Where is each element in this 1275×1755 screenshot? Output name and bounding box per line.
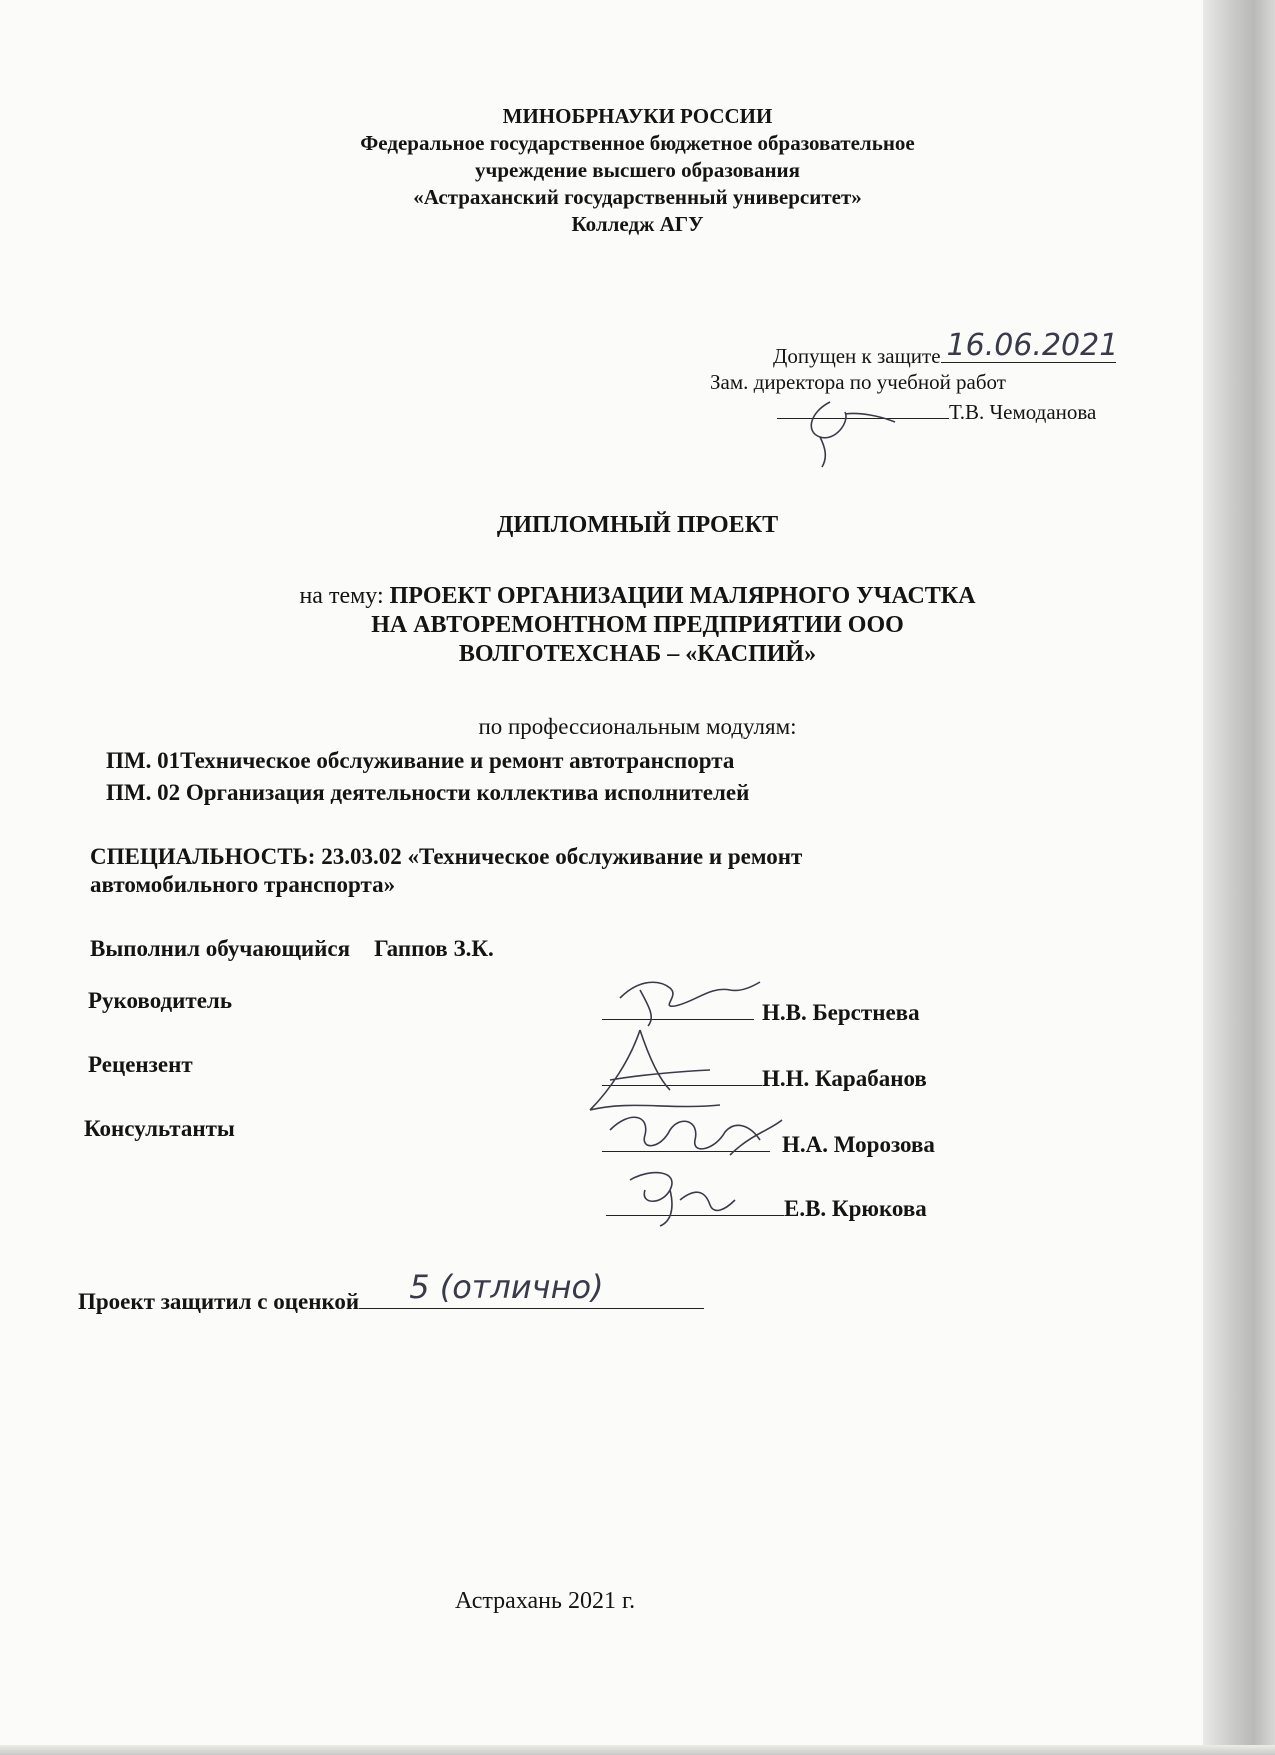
consultants-label: Консультанты bbox=[84, 1116, 235, 1141]
topic-line-1 bbox=[0, 583, 1275, 610]
grade-line bbox=[359, 1268, 704, 1309]
deputy-name: Т.В. Чемоданова bbox=[949, 400, 1097, 424]
performer-label: Выполнил обучающийся bbox=[90, 936, 351, 961]
reviewer-name: Н.Н. Карабанов bbox=[762, 1066, 927, 1091]
specialty-line-1: СПЕЦИАЛЬНОСТЬ: 23.03.02 «Техническое обслуживание и ремонт bbox=[90, 844, 803, 869]
module-pm01: ПМ. 01Техническое обслуживание и ремонт автотранспорта bbox=[106, 748, 735, 773]
scan-edge-shadow bbox=[1203, 0, 1275, 1755]
topic-line-2: НА АВТОРЕМОНТНОМ ПРЕДПРИЯТИИ ООО bbox=[371, 612, 904, 638]
institution-line-1: Федеральное государственное бюджетное образовательное bbox=[360, 131, 915, 155]
university-name: «Астраханский государственный университет» bbox=[413, 185, 862, 209]
admitted-date-line bbox=[941, 328, 1119, 363]
performer-name: Гаппов З.К. bbox=[374, 936, 494, 961]
supervisor-signature bbox=[600, 968, 770, 1028]
admitted-to-defense bbox=[773, 328, 1119, 369]
admitted-date-handwritten: 16.06.2021 bbox=[946, 328, 1119, 363]
topic-prefix: на тему: bbox=[299, 583, 390, 609]
consultant-2-name: Е.В. Крюкова bbox=[784, 1196, 927, 1221]
reviewer-label: Рецензент bbox=[88, 1052, 193, 1077]
city-year: Астрахань 2021 г. bbox=[455, 1588, 636, 1614]
grade-handwritten: 5 (отлично) bbox=[409, 1268, 604, 1306]
deputy-signature bbox=[790, 392, 910, 472]
specialty-line-2: автомобильного транспорта» bbox=[90, 872, 396, 897]
topic-title-1: ПРОЕКТ ОРГАНИЗАЦИИ МАЛЯРНОГО УЧАСТКА bbox=[389, 583, 976, 609]
consultant-2-signature bbox=[610, 1160, 740, 1230]
module-pm02: ПМ. 02 Организация деятельности коллектива исполнителей bbox=[106, 780, 750, 805]
topic-line-3: ВОЛГОТЕХСНАБ – «КАСПИЙ» bbox=[458, 641, 817, 667]
modules-label: по профессиональным модулям: bbox=[478, 714, 797, 739]
document-type: ДИПЛОМНЫЙ ПРОЕКТ bbox=[496, 512, 779, 538]
supervisor-name: Н.В. Берстнева bbox=[762, 1000, 920, 1025]
ministry-name: МИНОБРНАУКИ РОССИИ bbox=[502, 104, 773, 128]
grade-row bbox=[78, 1268, 704, 1315]
grade-label: Проект защитил с оценкой bbox=[78, 1289, 360, 1314]
institution-line-2: учреждение высшего образования bbox=[474, 158, 801, 182]
admitted-label: Допущен к защите bbox=[773, 344, 941, 368]
scan-bottom-edge bbox=[0, 1745, 1275, 1755]
performer-row bbox=[90, 936, 494, 962]
college-name: Колледж АГУ bbox=[571, 212, 704, 236]
deputy-director-label: Зам. директора по учебной работ bbox=[710, 370, 1006, 394]
consultant-1-name: Н.А. Морозова bbox=[782, 1132, 935, 1157]
supervisor-label: Руководитель bbox=[88, 988, 232, 1013]
